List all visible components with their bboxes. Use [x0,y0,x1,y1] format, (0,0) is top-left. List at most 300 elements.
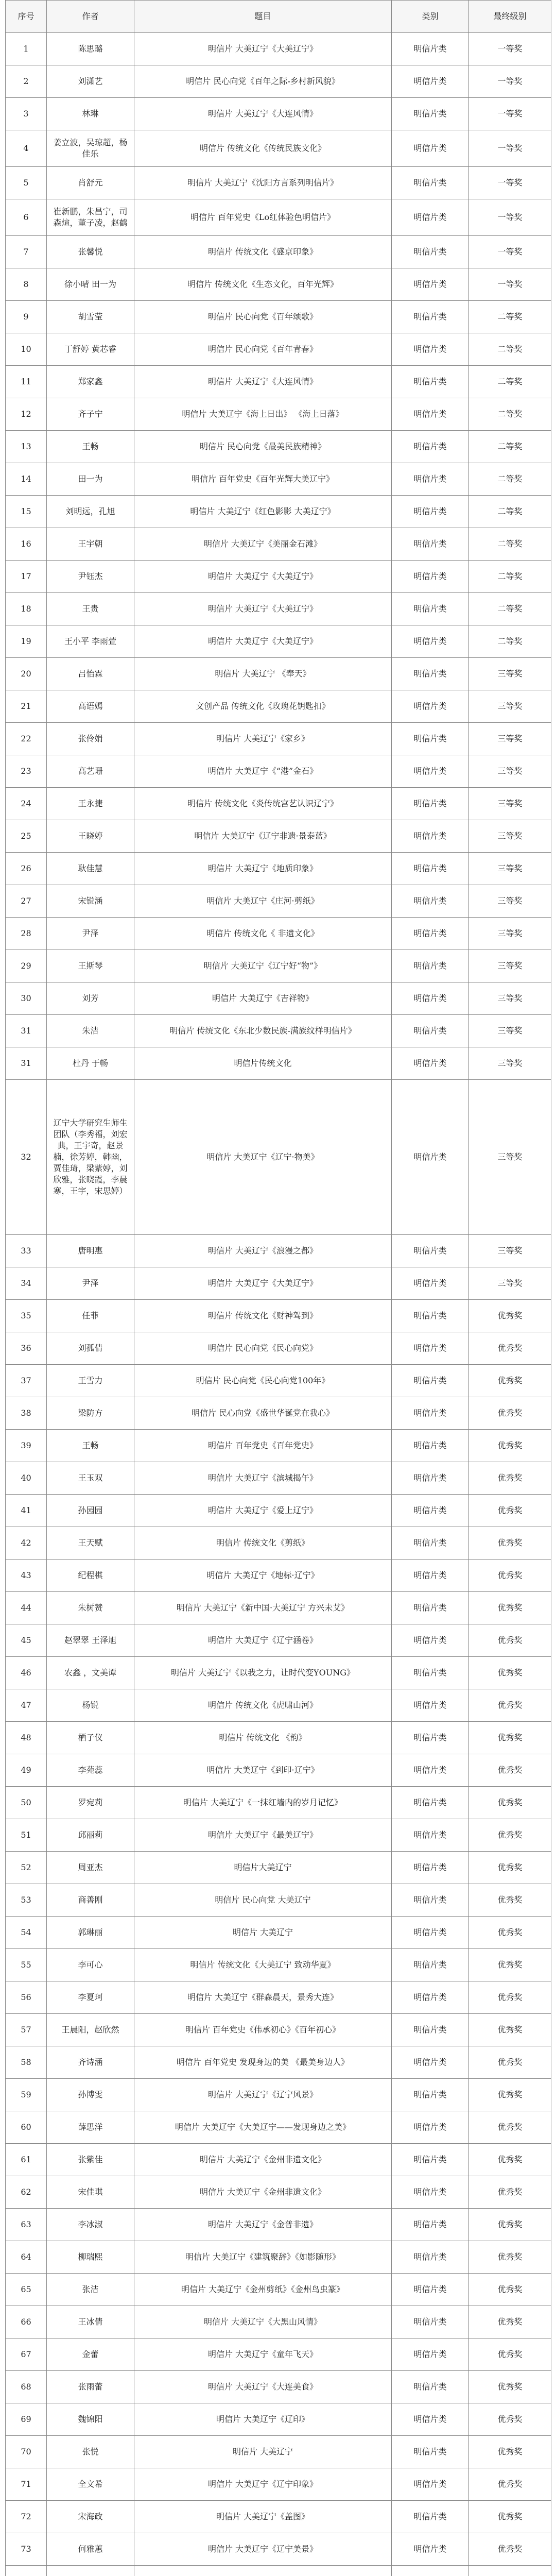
row-award: 优秀奖 [469,1300,551,1332]
row-award: 三等奖 [469,918,551,950]
row-category: 明信片类 [392,431,469,463]
row-author: 全文希 [47,2468,134,2501]
row-award: 三等奖 [469,1015,551,1047]
row-award: 优秀奖 [469,1624,551,1657]
row-number: 66 [6,2306,47,2338]
row-award: 一等奖 [469,199,551,236]
row-author: 王畅 [47,1430,134,1462]
row-title: 明信片 大美辽宁 [134,2436,392,2468]
row-title: 明信片 大美辽宁《大美辽宁》 [134,33,392,65]
table-row [6,1015,551,1047]
row-title: 明信片 传统文化《大美辽宁 致动华夏》 [134,1949,392,1981]
row-number [6,2566,47,2576]
row-number: 53 [6,1884,47,1917]
row-author: 邱丽莉 [47,1819,134,1852]
row-number: 43 [6,1560,47,1592]
row-award: 优秀奖 [469,1819,551,1852]
row-title: 明信片 大美辽宁《金州剪纸》《金州鸟虫篆》 [134,2274,392,2306]
row-title: 明信片 传统文化《东北少数民族-满族纹样明信片》 [134,1015,392,1047]
row-number: 3 [6,98,47,130]
table-row [6,2241,551,2274]
row-author: 耿佳慧 [47,853,134,885]
table-row [6,1949,551,1981]
row-award: 二等奖 [469,463,551,496]
row-author: 王宇朝 [47,528,134,561]
row-category: 明信片类 [392,2533,469,2566]
row-category: 明信片类 [392,398,469,431]
row-award: 优秀奖 [469,1365,551,1397]
row-category: 明信片类 [392,1657,469,1689]
row-award: 优秀奖 [469,1397,551,1430]
row-title: 明信片 大美辽宁《辽宁风景》 [134,2079,392,2111]
row-author: 刘孤倩 [47,1332,134,1365]
row-title: 明信片 大美辽宁《海上日出》 《海上日落》 [134,398,392,431]
row-number: 57 [6,2014,47,2046]
row-author: 张悦 [47,2436,134,2468]
row-category: 明信片类 [392,2111,469,2144]
table-row [6,1787,551,1819]
row-title: 明信片 大美辽宁《新中国·大美辽宁 方兴未艾》 [134,1592,392,1624]
row-number: 31 [6,1015,47,1047]
row-author: 王畅 [47,431,134,463]
row-author: 张馨悦 [47,236,134,268]
row-title: 明信片 大美辽宁《辽宁非遗·景泰蓝》 [134,820,392,853]
row-award: 优秀奖 [469,1527,551,1560]
row-category: 明信片类 [392,755,469,788]
row-author: 尹钰杰 [47,561,134,593]
table-row [6,1430,551,1462]
row-number: 52 [6,1852,47,1884]
row-award: 优秀奖 [469,2468,551,2501]
row-number: 46 [6,1657,47,1689]
row-author: 郑家鑫 [47,366,134,398]
row-number: 27 [6,885,47,918]
table-row [6,1852,551,1884]
row-author: 赵翠翠 王泽旭 [47,1624,134,1657]
row-category: 明信片类 [392,1235,469,1267]
row-award: 一等奖 [469,65,551,98]
table-row [6,561,551,593]
row-author: 王小平 李雨萱 [47,625,134,658]
row-award: 一等奖 [469,130,551,167]
table-row [6,1624,551,1657]
row-author: 吕怡霖 [47,658,134,690]
row-title: 明信片 大美辽宁《地质印象》 [134,853,392,885]
row-title: 明信片 大美辽宁《大美辽宁——发现身边之美》 [134,2111,392,2144]
row-category: 明信片类 [392,1754,469,1787]
table-row [6,1462,551,1495]
row-number: 64 [6,2241,47,2274]
row-title: 明信片 传统文化《 非遗文化》 [134,918,392,950]
row-category: 明信片类 [392,2306,469,2338]
row-number: 45 [6,1624,47,1657]
row-category: 明信片类 [392,1267,469,1300]
row-author: 宋海政 [47,2501,134,2533]
row-award: 优秀奖 [469,1592,551,1624]
row-author: 高艺珊 [47,755,134,788]
row-number: 4 [6,130,47,167]
row-author: 尹泽 [47,918,134,950]
table-row [6,528,551,561]
row-number: 21 [6,690,47,723]
row-category: 明信片类 [392,2079,469,2111]
row-award: 优秀奖 [469,1787,551,1819]
row-award: 优秀奖 [469,1430,551,1462]
table-row [6,2306,551,2338]
row-author: 孙园园 [47,1495,134,1527]
row-number: 62 [6,2176,47,2209]
row-award: 优秀奖 [469,2079,551,2111]
row-author: 商善刚 [47,1884,134,1917]
row-number: 69 [6,2403,47,2436]
table-row [6,167,551,199]
row-number: 17 [6,561,47,593]
row-category: 明信片类 [392,561,469,593]
table-row [6,1080,551,1235]
row-title: 明信片 大美辽宁《以我之力，让时代变YOUNG》 [134,1657,392,1689]
row-category: 明信片类 [392,33,469,65]
table-row [6,2371,551,2403]
row-author [47,2566,134,2576]
row-number: 51 [6,1819,47,1852]
row-category: 明信片类 [392,658,469,690]
row-number: 36 [6,1332,47,1365]
row-category: 明信片类 [392,1080,469,1235]
row-category: 明信片类 [392,1852,469,1884]
row-number: 65 [6,2274,47,2306]
row-number: 34 [6,1267,47,1300]
row-title [134,2566,392,2576]
row-author: 齐诗涵 [47,2046,134,2079]
row-author: 孙博雯 [47,2079,134,2111]
row-number: 11 [6,366,47,398]
row-author: 肖舒元 [47,167,134,199]
header-title: 题目 [134,1,392,33]
row-award: 三等奖 [469,853,551,885]
row-author: 杜丹 于畅 [47,1047,134,1080]
row-number: 24 [6,788,47,820]
table-row [6,98,551,130]
row-author: 金蕾 [47,2338,134,2371]
row-category: 明信片类 [392,1495,469,1527]
row-title: 明信片 大美辽宁《金州非遗文化》 [134,2144,392,2176]
row-award: 优秀奖 [469,1722,551,1754]
table-row [6,658,551,690]
row-title: 明信片 大美辽宁《红色影影 大美辽宁》 [134,496,392,528]
row-category: 明信片类 [392,1949,469,1981]
row-number: 44 [6,1592,47,1624]
table-body [6,33,551,2576]
row-category: 明信片类 [392,1332,469,1365]
row-award: 优秀奖 [469,2014,551,2046]
table-row [6,918,551,950]
row-award: 优秀奖 [469,2436,551,2468]
row-number: 59 [6,2079,47,2111]
row-author: 张雨蕾 [47,2371,134,2403]
row-award: 一等奖 [469,98,551,130]
row-category: 明信片类 [392,236,469,268]
row-category: 明信片类 [392,2144,469,2176]
row-category: 明信片类 [392,723,469,755]
row-category: 明信片类 [392,2209,469,2241]
table-row [6,885,551,918]
row-number: 1 [6,33,47,65]
row-number: 15 [6,496,47,528]
row-category: 明信片类 [392,2014,469,2046]
table-row [6,1527,551,1560]
table-row [6,496,551,528]
row-number: 32 [6,1080,47,1235]
row-title: 明信片 百年党史《百年光辉大美辽宁》 [134,463,392,496]
row-title: 明信片 大美辽宁《大连美食》 [134,2371,392,2403]
row-title: 明信片 百年党史 发现身边的美 《最美身边人》 [134,2046,392,2079]
row-award: 二等奖 [469,398,551,431]
row-title: 明信片 大美辽宁《滨城揭午》 [134,1462,392,1495]
row-author: 何雅蕙 [47,2533,134,2566]
row-author: 王冰倩 [47,2306,134,2338]
table-row [6,1689,551,1722]
table-row [6,2436,551,2468]
row-title: 明信片 大美辽宁《家乡》 [134,723,392,755]
row-author: 朱洁 [47,1015,134,1047]
row-number: 67 [6,2338,47,2371]
table-row [6,33,551,65]
row-title: 明信片 大美辽宁《大连风情》 [134,366,392,398]
row-number: 8 [6,268,47,301]
row-number: 23 [6,755,47,788]
table-row [6,268,551,301]
row-author: 陈思璐 [47,33,134,65]
row-title: 明信片 大美辽宁《金州非遗文化》 [134,2176,392,2209]
row-number: 60 [6,2111,47,2144]
row-category: 明信片类 [392,1722,469,1754]
row-category: 明信片类 [392,1300,469,1332]
row-category: 明信片类 [392,366,469,398]
row-award: 三等奖 [469,885,551,918]
table-row [6,2209,551,2241]
row-author: 胡雪莹 [47,301,134,333]
row-author: 齐子宁 [47,398,134,431]
row-number: 63 [6,2209,47,2241]
table-row [6,398,551,431]
row-number: 55 [6,1949,47,1981]
row-award: 一等奖 [469,33,551,65]
table-row [6,2014,551,2046]
row-award: 三等奖 [469,788,551,820]
row-author: 李冰淑 [47,2209,134,2241]
table-row [6,982,551,1015]
row-title: 明信片 大美辽宁《到印·辽宁》 [134,1754,392,1787]
row-author: 姜立波，吴琼超，杨佳乐 [47,130,134,167]
row-award: 优秀奖 [469,1462,551,1495]
row-award: 三等奖 [469,755,551,788]
row-number: 26 [6,853,47,885]
row-author: 尹泽 [47,1267,134,1300]
row-award: 二等奖 [469,561,551,593]
table-row [6,755,551,788]
row-number: 28 [6,918,47,950]
row-author: 宋佳琪 [47,2176,134,2209]
row-author: 崔新鹏，朱昌宁，司森煊，董子凌，赵鹤 [47,199,134,236]
row-title: 明信片 大美辽宁《吉祥物》 [134,982,392,1015]
row-award: 优秀奖 [469,2371,551,2403]
table-row [6,723,551,755]
row-title: 明信片 传统文化《虎啸山河》 [134,1689,392,1722]
row-title: 明信片 民心向党《百年之际-乡村新风貌》 [134,65,392,98]
row-author: 刘明远，孔旭 [47,496,134,528]
table-row [6,625,551,658]
row-award: 二等奖 [469,431,551,463]
row-title: 明信片 民心向党《盛世华诞党在我心》 [134,1397,392,1430]
table-row [6,1917,551,1949]
row-title: 明信片 传统文化《剪纸》 [134,1527,392,1560]
row-author: 张紫佳 [47,2144,134,2176]
row-title: 明信片 大美辽宁《大美辽宁》 [134,593,392,625]
row-title: 明信片 民心向党《百年颂歌》 [134,301,392,333]
row-category: 明信片类 [392,199,469,236]
row-award: 优秀奖 [469,1981,551,2014]
row-award: 优秀奖 [469,1689,551,1722]
row-category: 明信片类 [392,98,469,130]
row-number: 25 [6,820,47,853]
table-row [6,1267,551,1300]
table-row [6,199,551,236]
awards-table [5,0,551,2576]
table-row [6,788,551,820]
table-row [6,1722,551,1754]
row-category: 明信片类 [392,65,469,98]
row-category: 明信片类 [392,2274,469,2306]
row-category: 明信片类 [392,2371,469,2403]
table-row [6,1657,551,1689]
row-category: 明信片类 [392,130,469,167]
row-award: 优秀奖 [469,2176,551,2209]
table-row [6,1981,551,2014]
row-number: 38 [6,1397,47,1430]
table-header-row [6,1,551,33]
row-title: 明信片 大美辽宁《最美辽宁》 [134,1819,392,1852]
row-number: 37 [6,1365,47,1397]
row-title: 明信片传统文化 [134,1047,392,1080]
row-number: 58 [6,2046,47,2079]
row-category: 明信片类 [392,2468,469,2501]
row-award: 二等奖 [469,528,551,561]
row-author: 刘潇艺 [47,65,134,98]
row-number: 14 [6,463,47,496]
row-category: 明信片类 [392,1981,469,2014]
row-category [392,2566,469,2576]
header-category: 类别 [392,1,469,33]
row-title: 明信片 大美辽宁《辽宁·物美》 [134,1080,392,1235]
header-author: 作者 [47,1,134,33]
row-author: 李可心 [47,1949,134,1981]
table-row [6,130,551,167]
row-title: 明信片 大美辽宁《大美辽宁》 [134,1267,392,1300]
row-category: 明信片类 [392,1560,469,1592]
table-row [6,2338,551,2371]
row-award: 优秀奖 [469,2501,551,2533]
row-author: 王天赋 [47,1527,134,1560]
row-award: 三等奖 [469,820,551,853]
row-title: 明信片 大美辽宁《大黑山风情》 [134,2306,392,2338]
row-title: 明信片 民心向党《百年青春》 [134,333,392,366]
row-title: 明信片 传统文化《财神驾到》 [134,1300,392,1332]
row-award: 优秀奖 [469,2209,551,2241]
row-category: 明信片类 [392,2176,469,2209]
row-title: 明信片 传统文化《炎传统宫艺认识辽宁》 [134,788,392,820]
table-row [6,1047,551,1080]
table-row [6,2533,551,2566]
table-row [6,820,551,853]
row-category: 明信片类 [392,593,469,625]
row-award: 优秀奖 [469,1852,551,1884]
row-award: 二等奖 [469,301,551,333]
row-number: 29 [6,950,47,982]
row-category: 明信片类 [392,167,469,199]
table-row [6,1592,551,1624]
row-award: 一等奖 [469,268,551,301]
row-number: 2 [6,65,47,98]
table-row [6,1397,551,1430]
row-number: 48 [6,1722,47,1754]
row-author: 辽宁大学研究生师生团队（李秀福，刘宏典，王宇奇，赵景楠，徐芳婷，韩幽，贾佳琦，梁紫婷，刘欣雅，张晓霞，李晨寒，王宇，宋思婷） [47,1080,134,1235]
row-author: 张洁 [47,2274,134,2306]
row-title: 明信片 大美辽宁《大连风情》 [134,98,392,130]
row-category: 明信片类 [392,2436,469,2468]
row-title: 明信片 民心向党 大美辽宁 [134,1884,392,1917]
row-category: 明信片类 [392,1819,469,1852]
row-number: 5 [6,167,47,199]
table-row [6,2501,551,2533]
row-author: 任菲 [47,1300,134,1332]
row-number: 61 [6,2144,47,2176]
row-author: 李夏珂 [47,1981,134,2014]
row-category: 明信片类 [392,1015,469,1047]
row-award: 优秀奖 [469,1560,551,1592]
row-author: 薛思洋 [47,2111,134,2144]
row-number: 40 [6,1462,47,1495]
row-category: 明信片类 [392,528,469,561]
table-row [6,366,551,398]
row-number: 6 [6,199,47,236]
row-category: 明信片类 [392,788,469,820]
table-row [6,2274,551,2306]
row-title: 明信片 百年党史《Lo红体验色明信片》 [134,199,392,236]
row-title: 明信片 大美辽宁《童年飞天》 [134,2338,392,2371]
row-award: 优秀奖 [469,2144,551,2176]
row-award: 优秀奖 [469,1495,551,1527]
table-row [6,1819,551,1852]
row-title: 明信片 大美辽宁《庄河·剪纸》 [134,885,392,918]
row-title: 明信片 传统文化 《韵》 [134,1722,392,1754]
row-title: 明信片 大美辽宁《辽宁好“物”》 [134,950,392,982]
table-row [6,2403,551,2436]
row-category: 明信片类 [392,1365,469,1397]
row-award: 一等奖 [469,236,551,268]
row-award: 三等奖 [469,1080,551,1235]
row-title: 明信片 传统文化《传统民族文化》 [134,130,392,167]
row-award: 三等奖 [469,982,551,1015]
row-award: 优秀奖 [469,2046,551,2079]
row-author: 栖子仪 [47,1722,134,1754]
row-award: 优秀奖 [469,2111,551,2144]
row-category: 明信片类 [392,625,469,658]
table-row [6,1754,551,1787]
row-award: 优秀奖 [469,1949,551,1981]
row-award [469,2566,551,2576]
row-title: 明信片 大美辽宁《建筑聚辞》《如影随形》 [134,2241,392,2274]
row-category: 明信片类 [392,1624,469,1657]
